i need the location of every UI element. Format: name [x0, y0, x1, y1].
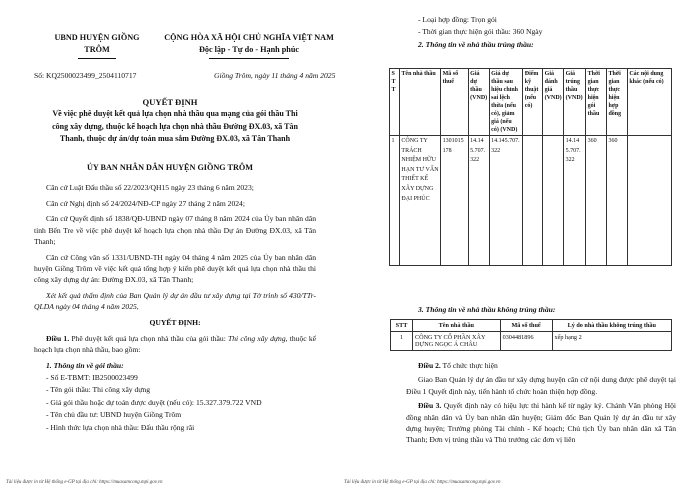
col-header: Giá dự thầu sau hiệu chỉnh sai lệch thừa (nếu có), giảm giá (nếu có) (VND) — [489, 69, 523, 136]
cell-tax-code: 1301015178 — [441, 136, 469, 266]
col-header: Tên nhà thầu — [399, 69, 440, 136]
package-item-7: - Thời gian thực hiện gói thầu: 360 Ngày — [418, 27, 543, 37]
decide-heading: QUYẾT ĐỊNH: — [149, 318, 201, 327]
article-2-label: Điều 2. — [418, 361, 441, 370]
col-header: STT — [391, 320, 413, 332]
table-row — [390, 136, 672, 266]
article-1-text: Phê duyệt kết quả lựa chọn nhà thầu của gói thầu: — [69, 333, 229, 343]
cell-award-price: 14.145.707.322 — [564, 136, 586, 266]
legal-basis-3: Căn cứ Quyết định số 1838/QĐ-UBND ngày 07 tháng 8 năm 2024 của Ủy ban nhân dân tỉnh Bến Tre về việc phê duyệt kế hoạch lựa chọn nhà thầu Dự án Đường ĐX.03, xã Tân Thanh; — [34, 214, 316, 246]
package-item-6: - Loại hợp đồng: Trọn gói — [418, 15, 497, 24]
right-bottom-text — [406, 360, 676, 449]
cell-eval-price — [543, 136, 564, 266]
cell-bidder-name: CÔNG TY CỔ PHẦN XÂY DỰNG NGỌC Á CHÂU — [412, 332, 500, 351]
motto-underline — [209, 58, 289, 59]
legal-basis-2: Căn cứ Nghị định số 24/2024/NĐ-CP ngày 27 tháng 2 năm 2024; — [46, 198, 245, 208]
document-title: QUYẾT ĐỊNH — [142, 97, 198, 107]
motto: Độc lập - Tự do - Hạnh phúc — [198, 45, 300, 54]
article-2 — [406, 360, 676, 371]
col-header: Thời gian thực hiện gói thầu — [586, 69, 607, 136]
document-number: Số: KQ2500023499_2504110717 — [34, 71, 137, 80]
section-1-heading: 1. Thông tin về gói thầu: — [46, 360, 124, 370]
cell-stt: 1 — [390, 136, 400, 266]
col-header: Giá trúng thầu (VND) — [564, 69, 586, 136]
issuer: ỦY BAN NHÂN DÂN HUYỆN GIỒNG TRÔM — [86, 163, 254, 172]
col-header: Mã số thuế — [500, 320, 552, 332]
place-date: Giồng Trôm, ngày 11 tháng 4 năm 2025 — [214, 71, 336, 80]
table-row — [391, 332, 672, 351]
col-header: Thời gian thực hiện hợp đồng — [606, 69, 627, 136]
cell-other — [627, 136, 671, 266]
cell-tech-score — [523, 136, 543, 266]
col-header: Tên nhà thầu — [412, 320, 500, 332]
agency-line2: TRÔM — [84, 45, 110, 54]
document-subject: Về việc phê duyệt kết quả lựa chọn nhà thầu qua mạng của gói thầu Thi công xây dựng, thuộc kế hoạch lựa chọn nhà thầu Đường ĐX.03, xã Tân Thanh, thuộc dự án/dự toán mua sắm Đường ĐX.03, xã Tân Thanh — [52, 109, 298, 144]
article-1-text2: , thuộc kế hoạch lựa chọn nhà thầu, bao gồm: — [34, 333, 317, 354]
section-3-heading: 3. Thông tin về nhà thầu không trúng thầu: — [418, 305, 556, 314]
nation-name: CỘNG HÒA XÃ HỘI CHỦ NGHĨA VIỆT NAM — [164, 33, 334, 42]
cell-adjusted-price: 14.145.707.322 — [489, 136, 523, 266]
footer-right: Tài liệu được in từ Hệ thống e-GP tại địa chỉ: https://muasamcong.mpi.gov.vn — [344, 480, 501, 485]
cell-bidder-name: CÔNG TY TRÁCH NHIỆM HỮU HẠN TƯ VẤN THIẾT KẾ XÂY DỰNG ĐẠI PHÚC — [399, 136, 440, 266]
col-header: Lý do nhà thầu không trúng thầu — [552, 320, 671, 332]
article-1-package: Thi công xây dựng — [228, 333, 286, 343]
consideration: Xét kết quả thẩm định của Ban Quản lý dự án đầu tư xây dựng tại Tờ trình số 430/TTr-QLDA ngày 04 tháng 4 năm 2025, — [34, 291, 316, 312]
article-2-para: Giao Ban Quản lý dự án đầu tư xây dựng huyện căn cứ nội dung được phê duyệt tại Điều 1 Quyết định này, tiến hành tổ chức hoàn thiện hợp đồng. — [406, 375, 676, 396]
col-header: Các nội dung khác (nếu có) — [627, 69, 671, 136]
nation-header — [158, 32, 340, 59]
losing-bidder-table — [390, 319, 672, 351]
package-item-3: - Giá gói thầu hoặc dự toán được duyệt (nếu có): 15.327.379.722 VND — [46, 397, 262, 407]
article-3 — [406, 400, 676, 446]
legal-basis-4: Căn cứ Công văn số 1331/UBND-TH ngày 04 tháng 4 năm 2025 của Ủy ban nhân dân huyện Giồng Trôm về việc kết quả tổng hợp ý kiến phê duyệt kết quả lựa chọn nhà thầu thi công xây dựng dự án: Đường ĐX.03, xã Tân Thanh; — [34, 252, 316, 285]
legal-basis-1: Căn cứ Luật Đấu thầu số 22/2023/QH15 ngày 23 tháng 6 năm 2023; — [46, 183, 254, 192]
cell-contract-time: 360 — [606, 136, 627, 266]
col-header: Giá đánh giá (VND) — [543, 69, 564, 136]
section-3-title — [406, 304, 676, 318]
package-item-5: - Hình thức lựa chọn nhà thầu: Đấu thầu rộng rãi — [46, 422, 195, 432]
right-top-text — [406, 14, 676, 53]
col-header: Điểm kỹ thuật (nếu có) — [523, 69, 543, 136]
package-item-4: - Tên chủ đầu tư: UBND huyện Giồng Trôm — [46, 410, 182, 420]
table-header-row — [391, 320, 672, 332]
package-item-2: - Tên gói thầu: Thi công xây dựng — [46, 385, 151, 395]
winning-bidder-table — [389, 68, 672, 266]
agency-underline — [78, 58, 116, 59]
article-3-text: Quyết định này có hiệu lực thi hành kể từ ngày ký. Chánh Văn phòng Hội đồng nhân dân và Ủy ban nhân dân huyện; Giám đốc Ban Quản lý dự án đầu tư xây dựng huyện; Trưởng phòng Tài chính - Kế hoạch; Chủ tịch Ủy ban nhân dân xã Tân Thanh; Đơn vị trúng thầu và Thủ trưởng các đơn vị liên — [406, 401, 677, 445]
footer-left: Tài liệu được in từ Hệ thống e-GP tại địa chỉ: https://muasamcong.mpi.gov.vn — [6, 480, 163, 485]
agency-header — [42, 32, 152, 59]
cell-stt: 1 — [391, 332, 413, 351]
col-header: Mã số thuế — [441, 69, 469, 136]
col-header: Giá dự thầu (VND) — [468, 69, 489, 136]
cell-package-time: 360 — [586, 136, 607, 266]
agency-line1: UBND HUYỆN GIỒNG — [54, 33, 140, 42]
article-1 — [34, 333, 316, 356]
cell-tax-code: 0304481896 — [500, 332, 552, 351]
cell-bid-price: 14.145.707.322 — [468, 136, 489, 266]
article-1-label: Điều 1. — [46, 333, 70, 343]
left-body — [34, 182, 316, 434]
package-item-1: - Số E-TBMT: IB2500023499 — [46, 373, 138, 382]
article-3-label: Điều 3. — [418, 401, 442, 411]
cell-reason: xếp hạng 2 — [552, 332, 671, 351]
col-header: S T T — [390, 69, 400, 136]
article-2-text: Tổ chức thực hiện — [440, 361, 498, 370]
table-header-row — [390, 69, 672, 136]
section-2-heading: 2. Thông tin về nhà thầu trúng thầu: — [418, 39, 534, 49]
